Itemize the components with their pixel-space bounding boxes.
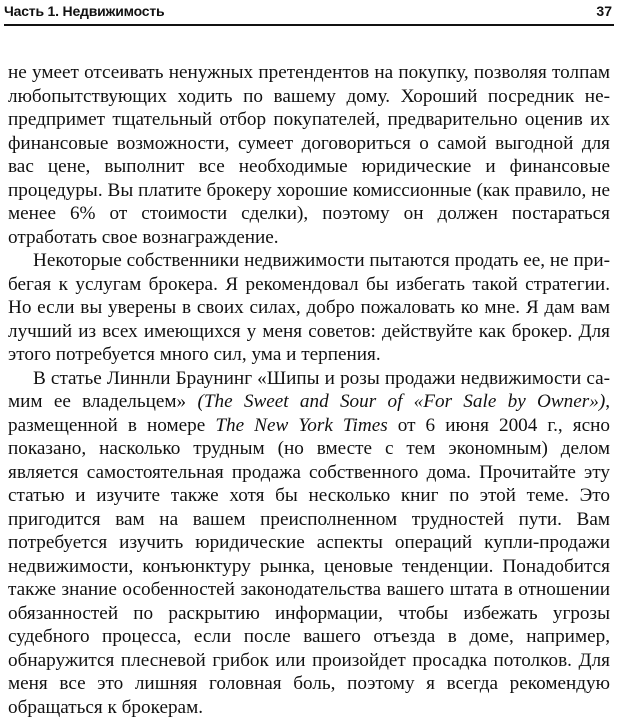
body-text bbox=[8, 61, 610, 719]
article-title-italic: (The Sweet and Sour of «For Sale by Owner») bbox=[197, 391, 605, 412]
paragraph-3-text-c: от 6 июня 2004 г., ясно показано, насколько трудным (но вместе с тем экономным) делом является самостоятельная продажа собственного дома. Прочитайте эту статью и изучите также хотя бы несколько книг по этой теме. Это пригодится вам на вашем преисполненном трудностей пути. Вам потребуется изучить юридические аспекты операций купли-продажи недвижимости, конъюнктуру рынка, ценовые тенденции. Понадобится также знание особенностей законодательства вашего штата в отношении обязанностей по раскрытию информации, чтобы избежать угрозы судебного процесса, если после вашего отъезда в доме, например, обнаружится плесневой грибок или произойдет просадка потолков. Для меня все это лишняя головная боль, поэтому я всегда рекомендую обращаться к брокерам. bbox=[8, 415, 610, 718]
newspaper-title-italic: The New York Times bbox=[215, 415, 387, 436]
paragraph-3-text-b: , размещенной в номере bbox=[8, 391, 610, 436]
running-head: Часть 1. Недвижимость bbox=[4, 3, 164, 19]
paragraph-3 bbox=[8, 367, 610, 719]
paragraph-1: не умеет отсеивать ненужных претендентов на покупку, позволяя толпам любопытствующих ходить по вашему дому. Хороший посредник нe предпримет тщательный отбор покупателей, предварительно оценив их финансовые возможности, сумеет договориться о самой выгодной для вас цене, выполнит все необходимые юридические и финансовые процедуры. Вы платите брокеру хорошие комиссионные (как правило, не менее 6% от стоимости сделки), поэтому он должен постараться отработать свое вознаграждение. bbox=[8, 61, 610, 249]
page-number: 37 bbox=[596, 3, 612, 19]
paragraph-3-text-a: В статье Линнли Браунинг «Шипы и розы продажи недвижимости самим ее владельцем» bbox=[8, 368, 610, 413]
page-header bbox=[4, 0, 614, 26]
paragraph-2: Некоторые собственники недвижимости пытаются продать ее, не прибегая к услугам брокера. Я рекомендовал бы избегать такой стратегии. Но если вы уверены в своих силах, добро пожаловать ко мне. Я дам вам лучший из всех имеющихся у меня советов: действуйте как брокер. Для этого потребуется много сил, ума и терпения. bbox=[8, 249, 610, 367]
